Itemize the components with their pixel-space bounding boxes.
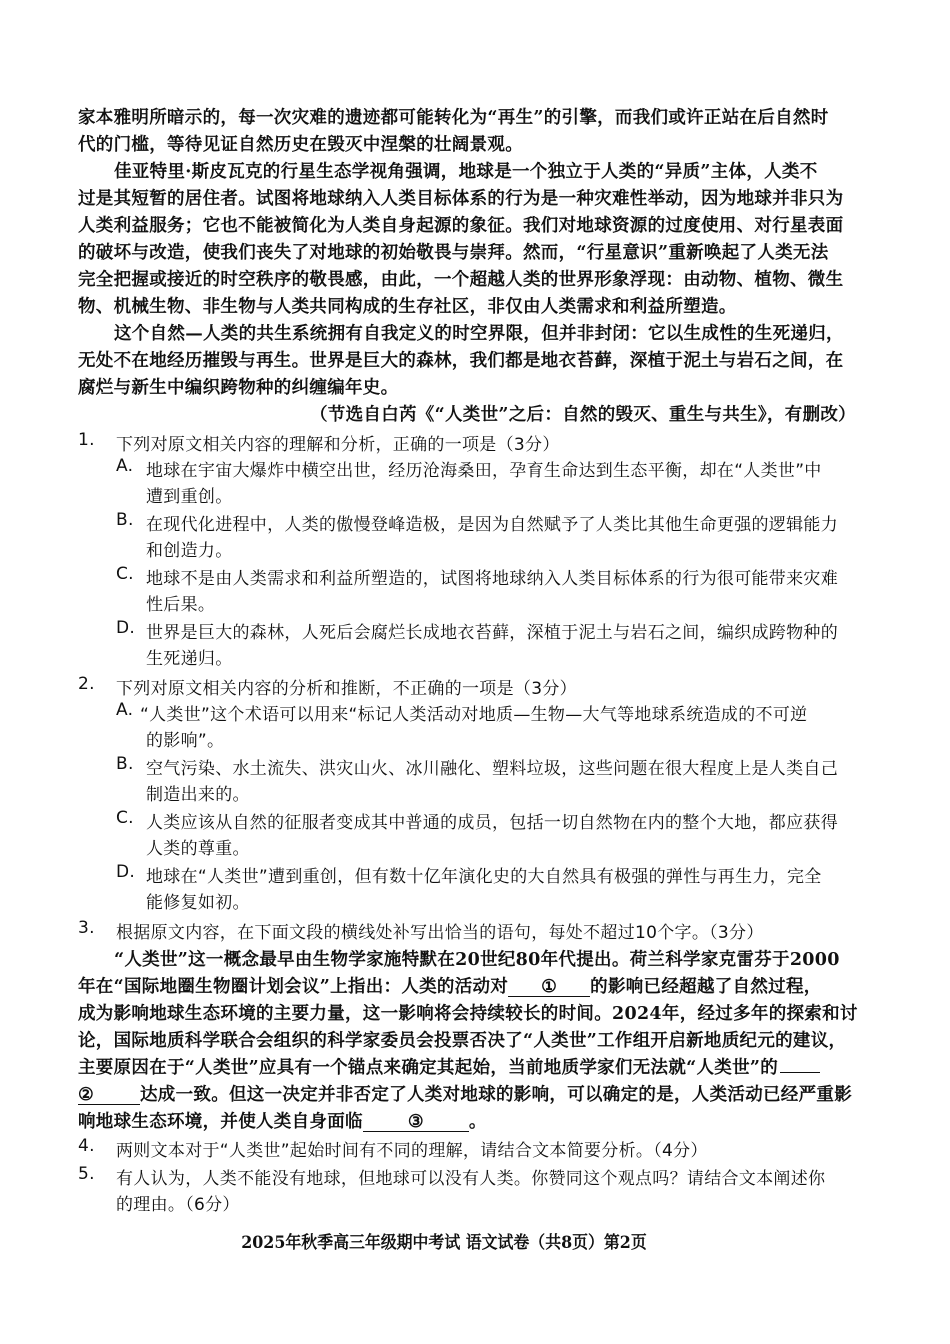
q4-number: 4.: [78, 1136, 95, 1156]
q3-text-line-7: [78, 1108, 487, 1133]
q3-text-2a: 年在“国际地圈生物圈计划会议”上指出：人类的活动对: [78, 977, 509, 997]
q3-text-line-6: [78, 1081, 852, 1106]
q2-number: 2.: [78, 674, 95, 694]
q5-stem: 有人认为，人类不能没有地球，但地球可以没有人类。你赞同这个观点吗？请结合文本阐述你: [116, 1169, 826, 1189]
q1-option-c: 地球不是由人类需求和利益所塑造的，试图将地球纳入人类目标体系的行为很可能带来灾难: [146, 569, 838, 589]
q2-option-a-letter: A.: [116, 700, 134, 720]
q3-text-line-4: 论，国际地质科学联合会组织的科学家委员会投票否决了“人类世”工作组开启新地质纪元的建议，: [78, 1031, 847, 1051]
q4-stem: 两则文本对于“人类世”起始时间有不同的理解，请结合文本简要分析。（4分）: [116, 1141, 708, 1161]
q1-option-b: 在现代化进程中，人类的傲慢登峰造极，是因为自然赋予了人类比其他生命更强的逻辑能力: [146, 515, 838, 535]
passage-line-1: 家本雅明所暗示的，每一次灾难的遗迹都可能转化为“再生”的引擎，而我们或许正站在后自然时: [78, 108, 829, 128]
passage-line-9: 这个自然—人类的共生系统拥有自我定义的时空界限，但并非封闭：它以生成性的生死递归，: [114, 324, 844, 344]
q2-option-b-cont: 制造出来的。: [146, 785, 250, 805]
q5-stem-cont: 的理由。（6分）: [116, 1195, 240, 1215]
q1-option-d: 世界是巨大的森林，人死后会腐烂长成地衣苔藓，深植于泥土与岩石之间，编织成跨物种的: [146, 623, 838, 643]
q2-option-b: 空气污染、水土流失、洪灾山火、冰川融化、塑料垃圾，这些问题在很大程度上是人类自己: [146, 759, 838, 779]
q2-option-a-cont: 的影响”。: [146, 731, 225, 751]
q1-option-a-letter: A.: [116, 456, 134, 476]
q3-text-7-end: 。: [468, 1112, 487, 1132]
q2-option-d-cont: 能修复如初。: [146, 893, 250, 913]
passage-line-7: 完全把握或接近的时空秩序的敬畏感，由此，一个超越人类的世界形象浮现：由动物、植物、微生: [78, 270, 844, 290]
q2-option-c-cont: 人类的尊重。: [146, 839, 250, 859]
q5-number: 5.: [78, 1164, 95, 1184]
q2-option-d-letter: D.: [116, 862, 136, 882]
q1-option-a: 地球在宇宙大爆炸中横空出世，经历沧海桑田，孕育生命达到生态平衡，却在“人类世”中: [146, 461, 822, 481]
passage-line-5: 人类利益服务；它也不能被简化为人类自身起源的象征。我们对地球资源的过度使用、对行星表面: [78, 216, 844, 236]
q1-option-b-letter: B.: [116, 510, 134, 530]
q1-option-c-letter: C.: [116, 564, 134, 584]
q3-number: 3.: [78, 918, 95, 938]
q2-option-a: “人类世”这个术语可以用来“标记人类活动对地质—生物—大气等地球系统造成的不可逆: [140, 705, 808, 725]
q3-stem: 根据原文内容，在下面文段的横线处补写出恰当的语句，每处不超过10个字。（3分）: [116, 923, 764, 943]
q3-text-line-2: [78, 973, 822, 998]
q1-option-d-cont: 生死递归。: [146, 649, 233, 669]
q3-text-line-3: 成为影响地球生态环境的主要力量，这一影响将会持续较长的时间。2024年，经过多年的探索和讨: [78, 1004, 858, 1024]
answer-blank-1[interactable]: ①: [508, 978, 590, 997]
q1-option-d-letter: D.: [116, 618, 136, 638]
q1-option-b-cont: 和创造力。: [146, 541, 233, 561]
passage-line-6: 的破坏与改造，使我们丧失了对地球的初始敬畏与崇拜。然而，“行星意识”重新唤起了人类无法: [78, 243, 829, 263]
q2-option-d: 地球在“人类世”遭到重创，但有数十亿年演化史的大自然具有极强的弹性与再生力，完全: [146, 867, 822, 887]
passage-line-4: 过是其短暂的居住者。试图将地球纳入人类目标体系的行为是一种灾难性举动，因为地球并非只为: [78, 189, 844, 209]
passage-line-8: 物、机械生物、非生物与人类共同构成的生存社区，非仅由人类需求和利益所塑造。: [78, 297, 737, 317]
q2-option-c-letter: C.: [116, 808, 134, 828]
answer-blank-2-start[interactable]: [780, 1072, 820, 1073]
answer-blank-2[interactable]: ②: [78, 1086, 140, 1105]
passage-source: （节选自白芮《“人类世”之后：自然的毁灭、重生与共生》，有删改）: [310, 405, 856, 425]
q2-option-c: 人类应该从自然的征服者变成其中普通的成员，包括一切自然物在内的整个大地，都应获得: [146, 813, 838, 833]
answer-blank-3[interactable]: ③: [363, 1113, 469, 1132]
q2-option-b-letter: B.: [116, 754, 134, 774]
passage-line-10: 无处不在地经历摧毁与再生。世界是巨大的森林，我们都是地衣苔藓，深植于泥土与岩石之间，在: [78, 351, 844, 371]
q1-number: 1.: [78, 430, 95, 450]
q1-stem: 下列对原文相关内容的理解和分析，正确的一项是（3分）: [116, 435, 560, 455]
q3-text-line-1: “人类世”这一概念最早由生物学家施特默在20世纪80年代提出。荷兰科学家克雷芬于2000: [114, 950, 840, 970]
q3-text-2b: 的影响已经超越了自然过程，: [590, 977, 822, 997]
page-footer: 2025年秋季高三年级期中考试 语文试卷（共8页）第2页: [241, 1233, 647, 1253]
passage-line-3: 佳亚特里·斯皮瓦克的行星生态学视角强调，地球是一个独立于人类的“异质”主体，人类不: [114, 162, 818, 182]
q1-option-c-cont: 性后果。: [146, 595, 216, 615]
q3-text-6: 达成一致。但这一决定并非否定了人类对地球的影响，可以确定的是，人类活动已经严重影: [140, 1085, 852, 1105]
passage-line-2: 代的门槛，等待见证自然历史在毁灭中涅槃的壮阔景观。: [78, 135, 523, 155]
q3-text-line-5: [78, 1054, 820, 1079]
passage-line-11: 腐烂与新生中编织跨物种的纠缠编年史。: [78, 378, 399, 398]
q3-text-7: 响地球生态环境，并使人类自身面临: [78, 1112, 363, 1132]
q1-option-a-cont: 遭到重创。: [146, 487, 233, 507]
q3-text-5: 主要原因在于“人类世”应具有一个锚点来确定其起始，当前地质学家们无法就“人类世”的: [78, 1058, 779, 1078]
q2-stem: 下列对原文相关内容的分析和推断，不正确的一项是（3分）: [116, 679, 577, 699]
